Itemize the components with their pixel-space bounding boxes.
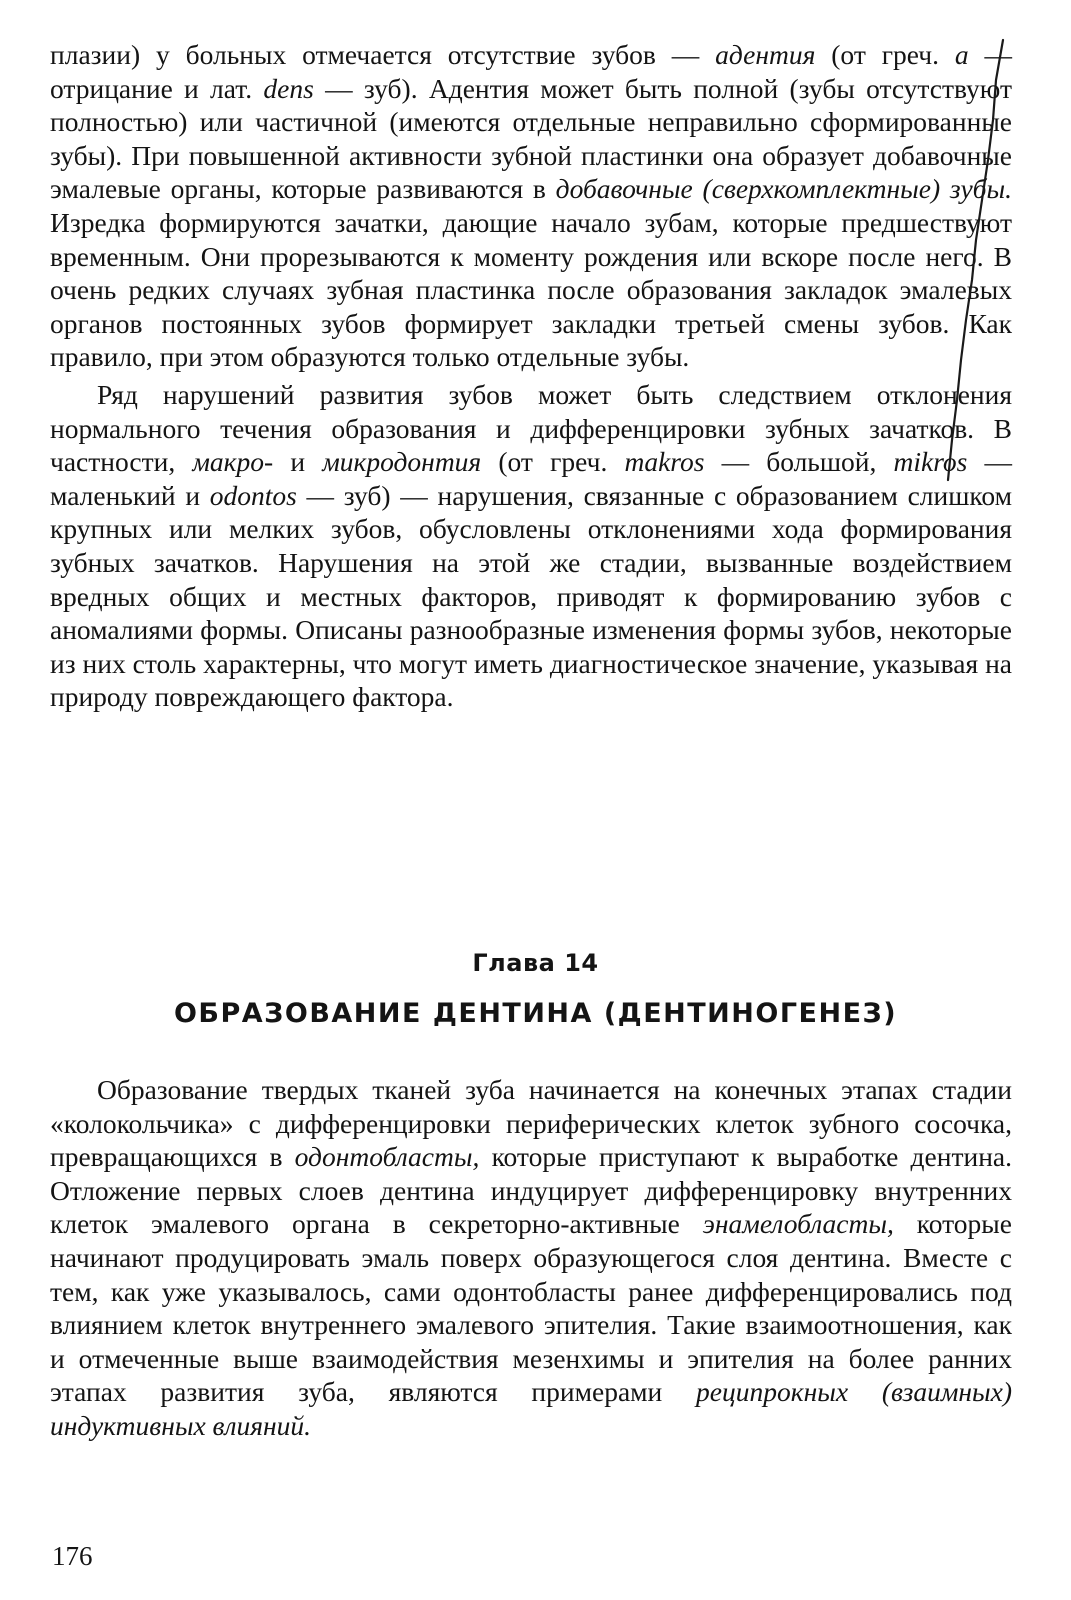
page-number: 176	[52, 1541, 93, 1571]
page-body-top	[50, 38, 1012, 714]
p2-seg-0: Ряд нарушений развития зубов может быть следствием отклонения нормального течения образования и дифференцировки зубных зачатков. В частности,	[50, 378, 1012, 478]
p2-seg-4: (от греч.	[481, 446, 625, 478]
p1-seg-8: Изредка формируются зачатки, дающие начало зубам, которые предшествуют временным. Они прорезываются к моменту рождения или вскоре после него. В очень редких случаях зубная пластинка после образования закладок эмалевых органов постоянных зубов формирует закладки третьей смены зубов. Как правило, при этом образуются только отдельные зубы.	[50, 206, 1012, 373]
p2-seg-7: mikros	[893, 446, 968, 478]
p2-seg-9: odontos	[209, 479, 297, 511]
p2-seg-5: makros	[624, 446, 705, 478]
p2-seg-6: — большой,	[704, 446, 894, 478]
p1-seg-2: (от греч.	[815, 39, 955, 70]
paragraph-1	[50, 38, 1012, 374]
chapter-body	[50, 1073, 1012, 1443]
p1-seg-5: dens	[263, 72, 314, 104]
p1-seg-4: — отрицание и лат.	[50, 39, 1013, 104]
paragraph-2	[50, 378, 1012, 714]
p3-seg-5: реципрокных (взаимных) индуктивных влияний.	[50, 1376, 1012, 1441]
p3-seg-2: которые приступают к выработке дентина. Отложение первых слоев дентина индуцирует дифференцировку внутренних клеток эмалевого органа в секреторно-активные	[50, 1141, 1012, 1240]
p2-seg-8: — маленький и	[50, 446, 1013, 511]
p1-seg-7: добавочные (сверхкомплектные) зубы.	[555, 173, 1012, 205]
chapter-title: ОБРАЗОВАНИЕ ДЕНТИНА (ДЕНТИНОГЕНЕЗ)	[173, 998, 898, 1029]
p2-seg-3: микродонтия	[322, 446, 482, 478]
p1-seg-6: — зуб). Адентия может быть полной (зубы отсутствуют полностью) или частичной (имеются отдельные неправильно сформированные зубы). При повышенной активности зубной пластинки она образует добавочные эмалевые органы, которые развиваются в	[50, 72, 1013, 205]
p2-seg-10: — зуб) — нарушения, связанные с образованием слишком крупных или мелких зубов, обусловлены отклонениями хода формирования зубных зачатков. Нарушения на этой же стадии, вызванные воздействием вредных общих и местных факторов, приводят к формированию зубов с аномалиями формы. Описаны разнообразные изменения формы зубов, некоторые из них столь характерны, что могут иметь диагностическое значение, указывая на природу повреждающего фактора.	[50, 479, 1012, 713]
p2-seg-1: макро-	[192, 446, 274, 478]
p1-seg-3: а	[954, 39, 969, 70]
chapter-label: Глава 14	[472, 949, 599, 977]
p3-seg-3: энамелобласты,	[702, 1208, 894, 1240]
p2-seg-2: и	[273, 446, 323, 478]
p3-seg-4: которые начинают продуцировать эмаль поверх образующегося слоя дентина. Вместе с тем, как уже указывалось, сами одонтобласты ранее дифференцировались под влиянием клеток внутреннего эмалевого эпителия. Такие взаимоотношения, как и отмеченные выше взаимодействия мезенхимы и эпителия на более ранних этапах развития зуба, являются примерами	[50, 1208, 1012, 1408]
p1-seg-1: адентия	[715, 39, 816, 70]
paragraph-3	[50, 1073, 1012, 1443]
p3-seg-1: одонтобласты,	[294, 1141, 480, 1173]
p3-seg-0: Образование твердых тканей зуба начинается на конечных этапах стадии «колокольчика» с дифференцировки периферических клеток зубного сосочка, превращающихся в	[50, 1074, 1012, 1173]
p1-seg-0: плазии) у больных отмечается отсутствие зубов —	[50, 39, 716, 70]
